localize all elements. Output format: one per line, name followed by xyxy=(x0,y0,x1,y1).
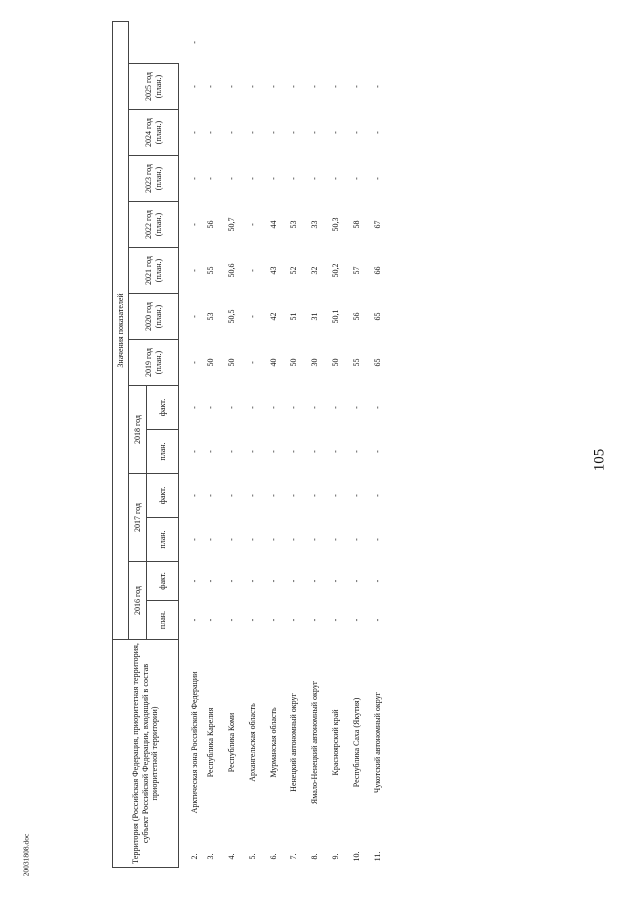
value-cell: - xyxy=(189,131,199,134)
value-cell: - xyxy=(226,450,236,453)
value-cell: - xyxy=(205,494,215,497)
year-2022-header: 2022 год (план.) xyxy=(129,202,179,248)
value-cell: - xyxy=(268,131,278,134)
value-cell: - xyxy=(205,538,215,541)
value-cell: 31 xyxy=(310,312,320,321)
value-cell: - xyxy=(226,406,236,409)
value-cell xyxy=(304,21,325,63)
year-2020-header: 2020 год (план.) xyxy=(129,294,179,340)
value-cell: - xyxy=(226,494,236,497)
value-cell: - xyxy=(331,494,341,497)
value-cell: 53 xyxy=(289,220,299,229)
value-cell: - xyxy=(331,177,341,180)
value-cell: - xyxy=(351,450,361,453)
value-cell: - xyxy=(372,406,382,409)
value-cell: - xyxy=(289,579,299,583)
row-territory-name: Ямало-Ненецкий автономный округ xyxy=(310,680,320,805)
value-cell: - xyxy=(351,177,361,180)
value-cell: 65 xyxy=(372,358,382,367)
year-2018-header: 2018 год xyxy=(129,386,147,474)
value-cell: - xyxy=(226,85,236,88)
value-cell: 51 xyxy=(289,312,299,321)
plan-subheader: план. xyxy=(147,518,179,562)
table-row xyxy=(263,21,284,867)
value-cell: - xyxy=(189,450,199,453)
value-cell: - xyxy=(268,177,278,180)
value-cell: - xyxy=(351,579,361,583)
value-cell xyxy=(325,21,346,63)
fact-subheader: факт. xyxy=(147,386,179,430)
row-territory-name: Чукотский автономный округ xyxy=(372,692,382,793)
value-cell: - xyxy=(372,177,382,180)
value-cell: - xyxy=(372,579,382,583)
value-cell: 58 xyxy=(351,220,361,229)
value-cell: - xyxy=(247,269,257,272)
row-territory-name: Арктическая зона Российской Федерации xyxy=(189,671,199,814)
value-cell: - xyxy=(268,579,278,583)
value-cell: - xyxy=(189,618,199,622)
table-row xyxy=(304,21,325,867)
value-cell: - xyxy=(189,406,199,409)
value-cell: 56 xyxy=(205,220,215,229)
value-cell: - xyxy=(226,131,236,134)
value-cell: - xyxy=(268,450,278,453)
value-cell: - xyxy=(372,85,382,88)
value-cell: - xyxy=(351,406,361,409)
value-cell: - xyxy=(289,618,299,622)
row-territory-name: Республика Коми xyxy=(226,712,236,773)
table-row xyxy=(221,21,242,867)
row-number: 2. xyxy=(189,853,199,860)
value-cell: 50,3 xyxy=(331,217,341,232)
year-2021-header: 2021 год (план.) xyxy=(129,248,179,294)
value-cell: - xyxy=(310,177,320,180)
territory-header: Территория (Российская Федерация, приоритетная территория, субъект Российской Федерации, входящий в состав приоритетной территории) xyxy=(113,640,179,868)
value-cell xyxy=(221,21,242,63)
value-cell: - xyxy=(310,85,320,88)
value-cell: - xyxy=(205,450,215,453)
year-2023-header: 2023 год (план.) xyxy=(129,156,179,202)
value-cell: - xyxy=(310,579,320,583)
value-cell: - xyxy=(310,131,320,134)
value-cell: - xyxy=(226,538,236,541)
table-row xyxy=(367,21,388,867)
value-cell: - xyxy=(189,85,199,88)
value-cell: - xyxy=(289,450,299,453)
row-number: 6. xyxy=(268,853,278,860)
value-cell xyxy=(200,21,221,63)
value-cell xyxy=(367,21,388,63)
value-cell: - xyxy=(247,538,257,541)
year-2025-header: 2025 год (план.) xyxy=(129,64,179,110)
value-cell: - xyxy=(331,85,341,88)
value-cell: - xyxy=(268,85,278,88)
value-cell: - xyxy=(247,131,257,134)
value-cell: - xyxy=(247,450,257,453)
value-cell: - xyxy=(289,494,299,497)
value-cell: - xyxy=(205,131,215,134)
value-cell: 33 xyxy=(310,220,320,229)
value-cell: - xyxy=(205,177,215,180)
row-number: 3. xyxy=(205,853,215,860)
value-cell: - xyxy=(189,177,199,180)
value-cell: - xyxy=(310,494,320,497)
value-cell: - xyxy=(189,361,199,364)
value-cell: - xyxy=(268,618,278,622)
value-cell: - xyxy=(331,131,341,134)
document-code: 20031808.doc xyxy=(21,833,31,877)
value-cell: 66 xyxy=(372,266,382,275)
value-cell: 50,7 xyxy=(226,217,236,232)
row-number: 5. xyxy=(247,853,257,860)
value-cell: - xyxy=(351,85,361,88)
year-2024-header: 2024 год (план.) xyxy=(129,110,179,156)
value-cell: - xyxy=(226,579,236,583)
value-cell: - xyxy=(247,579,257,583)
value-cell: - xyxy=(189,269,199,272)
value-cell: - xyxy=(247,177,257,180)
value-cell: 53 xyxy=(205,312,215,321)
year-2016-header: 2016 год xyxy=(129,562,147,640)
value-cell: 67 xyxy=(372,220,382,229)
value-cell: - xyxy=(372,450,382,453)
row-number: 9. xyxy=(331,853,341,860)
value-cell: - xyxy=(189,315,199,318)
value-cell: - xyxy=(268,494,278,497)
value-cell: - xyxy=(289,406,299,409)
value-cell: - xyxy=(226,177,236,180)
row-number: 10. xyxy=(351,851,361,862)
value-cell: 57 xyxy=(351,266,361,275)
value-cell: - xyxy=(247,618,257,622)
value-cell: 50,6 xyxy=(226,263,236,278)
value-cell: - xyxy=(310,450,320,453)
value-cell: - xyxy=(289,177,299,180)
value-cell: - xyxy=(310,406,320,409)
table-body xyxy=(179,21,389,867)
value-cell: 56 xyxy=(351,312,361,321)
table-row xyxy=(284,21,305,867)
year-2019-header: 2019 год (план.) xyxy=(129,340,179,386)
value-cell: 52 xyxy=(289,266,299,275)
table-row xyxy=(200,21,221,867)
value-cell: - xyxy=(189,223,199,226)
value-cell: - xyxy=(268,406,278,409)
value-cell: - xyxy=(247,361,257,364)
value-cell: - xyxy=(372,538,382,541)
value-cell: 44 xyxy=(268,220,278,229)
value-cell: - xyxy=(310,618,320,622)
value-cell: 30 xyxy=(310,358,320,367)
value-cell xyxy=(284,21,305,63)
value-cell: - xyxy=(331,579,341,583)
plan-subheader: план. xyxy=(147,601,179,640)
value-cell: - xyxy=(351,618,361,622)
value-cell: - xyxy=(189,41,199,44)
value-cell: - xyxy=(247,85,257,88)
value-cell: 50 xyxy=(331,358,341,367)
indicators-header: Значения показателей xyxy=(113,21,129,639)
value-cell: - xyxy=(205,618,215,622)
row-territory-name: Ненецкий автономный округ xyxy=(289,693,299,792)
value-cell: 50,5 xyxy=(226,309,236,324)
value-cell: 65 xyxy=(372,312,382,321)
indicators-table xyxy=(112,21,388,868)
fact-subheader: факт. xyxy=(147,562,179,601)
value-cell: 32 xyxy=(310,266,320,275)
value-cell: - xyxy=(289,85,299,88)
value-cell: 50,1 xyxy=(331,309,341,324)
value-cell: 43 xyxy=(268,266,278,275)
row-territory-name: Республика Карелия xyxy=(205,707,215,778)
value-cell: - xyxy=(372,131,382,134)
value-cell: - xyxy=(226,618,236,622)
value-cell: - xyxy=(247,223,257,226)
table-header xyxy=(113,21,179,867)
value-cell: 50 xyxy=(289,358,299,367)
row-territory-name: Архангельская область xyxy=(247,703,257,782)
row-territory-name: Республика Саха (Якутия) xyxy=(351,697,361,788)
value-cell: - xyxy=(331,538,341,541)
row-number: 4. xyxy=(226,853,236,860)
value-cell: - xyxy=(289,131,299,134)
value-cell: - xyxy=(351,494,361,497)
row-number: 8. xyxy=(310,853,320,860)
value-cell: - xyxy=(268,538,278,541)
value-cell: - xyxy=(372,618,382,622)
value-cell: - xyxy=(310,538,320,541)
plan-subheader: план. xyxy=(147,430,179,474)
value-cell: - xyxy=(189,538,199,541)
value-cell: - xyxy=(247,315,257,318)
row-number: 11. xyxy=(372,851,382,862)
value-cell: 50 xyxy=(226,358,236,367)
value-cell: - xyxy=(205,85,215,88)
table-row xyxy=(242,21,263,867)
value-cell: - xyxy=(247,494,257,497)
table-row xyxy=(346,21,367,867)
value-cell: 50,2 xyxy=(331,263,341,278)
value-cell: - xyxy=(331,618,341,622)
row-territory-name: Мурманская область xyxy=(268,707,278,778)
value-cell: 55 xyxy=(351,358,361,367)
value-cell: - xyxy=(189,494,199,497)
row-territory-name: Красноярский край xyxy=(331,709,341,776)
value-cell xyxy=(242,21,263,63)
value-cell: - xyxy=(331,450,341,453)
value-cell: - xyxy=(205,406,215,409)
value-cell: - xyxy=(289,538,299,541)
table-row xyxy=(179,21,201,867)
value-cell: - xyxy=(205,579,215,583)
indicators-table-wrapper xyxy=(112,22,388,868)
value-cell xyxy=(346,21,367,63)
value-cell: 40 xyxy=(268,358,278,367)
value-cell: - xyxy=(331,406,341,409)
value-cell: - xyxy=(372,494,382,497)
value-cell: - xyxy=(189,579,199,583)
value-cell: - xyxy=(247,406,257,409)
year-2017-header: 2017 год xyxy=(129,474,147,562)
value-cell: 55 xyxy=(205,266,215,275)
page-number: 105 xyxy=(591,448,608,472)
value-cell xyxy=(263,21,284,63)
value-cell: - xyxy=(351,538,361,541)
value-cell: 50 xyxy=(205,358,215,367)
value-cell: - xyxy=(351,131,361,134)
table-row xyxy=(325,21,346,867)
row-number: 7. xyxy=(289,853,299,860)
value-cell: 42 xyxy=(268,312,278,321)
fact-subheader: факт. xyxy=(147,474,179,518)
